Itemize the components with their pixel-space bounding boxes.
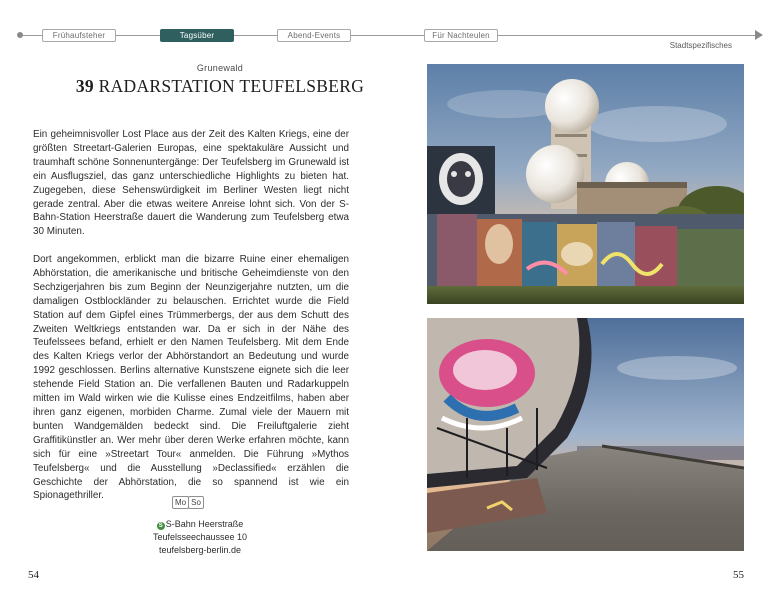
tab-tagsueber[interactable]: Tagsüber [160, 29, 234, 42]
tab-abend-events[interactable]: Abend-Events [277, 29, 351, 42]
opening-days [172, 496, 204, 509]
entry-number: 39 [75, 76, 94, 96]
photo-radar-domes [427, 64, 744, 304]
body-paragraph: Ein geheimnisvoller Lost Place aus der Zeit des Kalten Kriegs, eine der größten Streetart-Galerien Europas, eine spektakuläre Aussicht und traumhaft schöne Sonnenuntergänge: Der Teufelsberg im Grunewald ist ein Ausflugsziel, das ganz unterschiedliche Highlights zu bieten hat. Zugegeben, diese Sehenswürdigkeit im Berliner Westen liegt nicht gerade zentral. Aber die etwas weitere Anreise lohnt sich. Von der S-Bahn-Station Heerstraße dauert die Wanderung zum Teufelsberg etwa 30 Minuten. [33, 129, 349, 238]
sbahn-label: S-Bahn [165, 519, 196, 529]
day-badge-to: So [188, 496, 204, 509]
photo-graffiti-dome-terrace [427, 318, 744, 551]
page-title [20, 76, 420, 97]
tab-fruehaufsteher[interactable]: Frühaufsteher [42, 29, 116, 42]
nav-timeline [20, 35, 759, 36]
website-link[interactable]: teufelsberg-berlin.de [158, 545, 242, 555]
station-name: Heerstraße [198, 519, 244, 529]
transit-info [100, 519, 300, 530]
day-badge-from: Mo [172, 496, 189, 509]
location-label: Grunewald [196, 63, 244, 73]
address: Teufelsseechaussee 10 [152, 532, 248, 542]
category-label: Stadtspezifisches [669, 41, 732, 50]
sbahn-icon: S [158, 523, 163, 529]
tab-fuer-nachteulen[interactable]: Für Nachteulen [424, 29, 498, 42]
timeline-start-dot [17, 32, 23, 38]
timeline-arrow-icon [755, 30, 763, 40]
entry-title: RADARSTATION TEUFELSBERG [98, 76, 365, 96]
page-number-left: 54 [28, 569, 39, 581]
page-number-right: 55 [733, 569, 744, 581]
body-paragraph: Dort angekommen, erblickt man die bizarre Ruine einer ehemaligen Abhörstation, die amerikanische und britische Geheimdienste von den Sechzigerjahren bis zum Beginn der Neunzigerjahre nutzten, um die damaligen Ostblockländer zu belauschen. Errichtet wurde die Field Station auf dem Gipfel eines Trümmerbergs, der aus dem Schutt des Zweiten Weltkriegs entstanden war. Da er sich in der Nähe des Teufelssees befand, erhielt er den Namen Teufelsberg. Mit dem Ende des Kalten Kriegs verlor der Abhörstandort an Bedeutung und wurde 1992 geschlossen. Berlins alternative Kunstszene eignete sich die leer stehende Field Station an. Die verfallenen Bauten und Radarkuppeln mitten im Wald wirken wie die Kulisse eines Endzeitfilms, haben aber ihren ganz eigenen, morbiden Charme. Zumal viele der Mauern mit bunten Wandgemälden bedeckt sind. Die Freiluftgalerie zieht Graffitikünstler an. Wer mehr über deren Werke erfahren möchte, kann sich für eine »Streetart Tour« anmelden. Die Führung »Mythos Teufelsberg« und die Ausstellung »Declassified« erzählen die Geschichte der Abhörstation, die so spannend ist wie ein Spionagethriller. [33, 254, 349, 502]
